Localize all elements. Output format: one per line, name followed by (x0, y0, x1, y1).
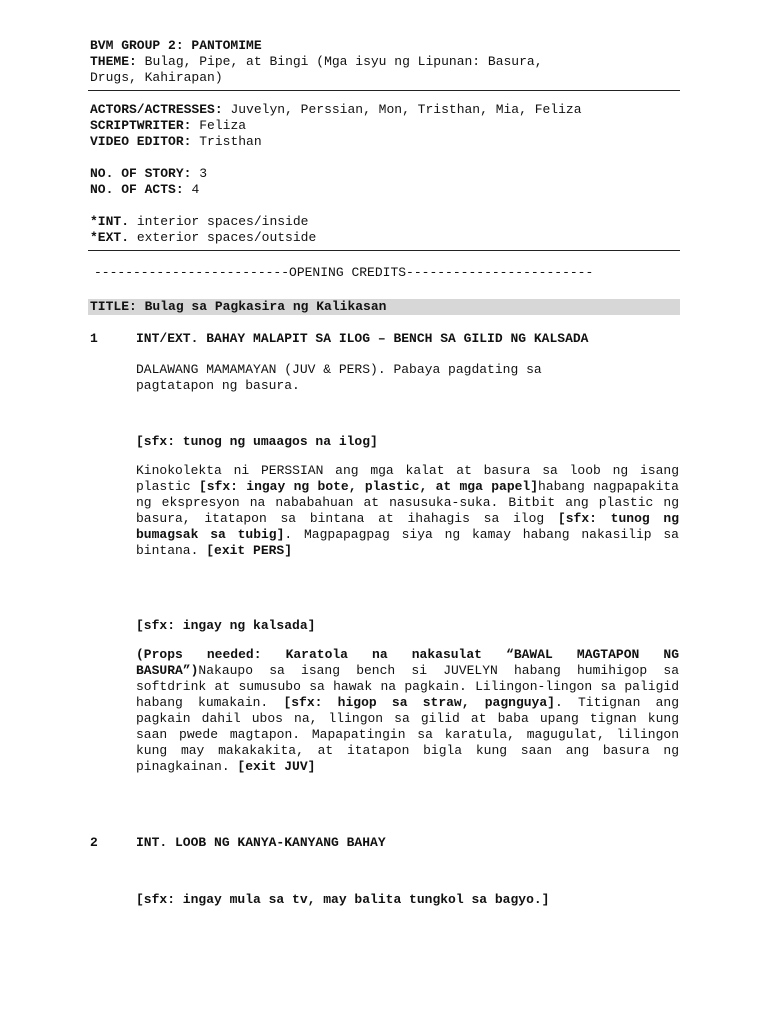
action-text: habang nagpapakita ng ekspresyon na nababahuan at nasusuka-suka. Bitbit ang plastic ng basura, itatapon sa bintana at ihahagis sa ilog (136, 479, 679, 526)
scriptwriter-line: SCRIPTWRITER: Feliza (90, 118, 247, 133)
editor-value: Tristhan (199, 134, 262, 149)
divider (88, 90, 680, 91)
actors-value: Juvelyn, Perssian, Mon, Tristhan, Mia, Feliza (230, 102, 582, 117)
divider (88, 250, 680, 251)
scriptwriter-label: SCRIPTWRITER (90, 118, 184, 133)
legend-ext (90, 230, 680, 246)
acts-label: NO. OF ACTS (90, 182, 176, 197)
int-label: *INT. (90, 214, 130, 229)
scene-number: 2 (90, 835, 98, 850)
sfx-inline: [sfx: higop sa straw, pagnguya] (283, 695, 555, 710)
action-text: . Titignan ang pagkain dahil ubos na, llingon sa gilid at baba upang tignan kung saan pwede magtapon. Mapapatingin sa karatula, magugulat, lilingon kung may makakakita, at itatapon bigla kung saan ang basura ng pinagkainan. (136, 695, 679, 774)
theme-label: THEME (90, 54, 130, 69)
legend-int (90, 214, 680, 230)
sfx-inline: [sfx: ingay ng bote, plastic, at mga papel] (198, 479, 539, 494)
story-label: NO. OF STORY (90, 166, 184, 181)
editor-label: VIDEO EDITOR (90, 134, 184, 149)
theme-line: THEME: Bulag, Pipe, at Bingi (Mga isyu ng Lipunan: Basura, Drugs, Kahirapan) (90, 54, 543, 85)
action-text: Nakaupo sa isang bench si JUVELYN habang humihigop sa softdrink at sumusubo sa hawak na pagkain. Lilingon-lingon sa paligid habang kumakain. (136, 663, 679, 710)
scene-number: 1 (90, 331, 98, 346)
action-text: . Magpapagpag siya ng kamay habang nakasilip sa bintana. (136, 527, 679, 558)
scene-intro: DALAWANG MAMAMAYAN (JUV & PERS). Pabaya pagdating sa pagtatapon ng basura. (136, 362, 542, 393)
acts-value: 4 (191, 182, 200, 197)
action-text: Kinokolekta ni PERSSIAN ang mga kalat at basura sa loob ng isang plastic (136, 463, 679, 494)
title-bar: TITLE: Bulag sa Pagkasira ng Kalikasan (88, 299, 680, 315)
theme-value-2: Drugs, Kahirapan) (90, 70, 223, 85)
props-note: (Props needed: Karatola na nakasulat “BAWAL MAGTAPON NG BASURA”) (136, 647, 679, 678)
sfx-river: [sfx: tunog ng umaagos na ilog] (136, 434, 378, 449)
opening-credits-line: -------------------------OPENING CREDITS------------------------ (94, 265, 594, 280)
ext-label: *EXT. (90, 230, 130, 245)
ext-desc: exterior spaces/outside (136, 230, 317, 245)
story-count-line: NO. OF STORY: 3 (90, 166, 208, 181)
scene-heading: INT/EXT. BAHAY MALAPIT SA ILOG – BENCH SA GILID NG KALSADA (136, 331, 589, 346)
action-paragraph-1 (136, 463, 679, 559)
action-paragraph-2 (136, 647, 679, 775)
int-desc: interior spaces/inside (136, 214, 309, 229)
story-value: 3 (199, 166, 208, 181)
sfx-tv: [sfx: ingay mula sa tv, may balita tungkol sa bagyo.] (136, 892, 550, 907)
theme-value: Bulag, Pipe, at Bingi (Mga isyu ng Lipunan: Basura, (144, 54, 543, 69)
sfx-inline: [sfx: tunog ng bumagsak sa tubig] (136, 511, 680, 542)
group-title: BVM GROUP 2: PANTOMIME (90, 38, 262, 53)
acts-count-line: NO. OF ACTS: 4 (90, 182, 200, 197)
scriptwriter-value: Feliza (199, 118, 247, 133)
exit-cue: [exit JUV] (237, 759, 316, 774)
sfx-street: [sfx: ingay ng kalsada] (136, 618, 316, 633)
exit-cue: [exit PERS] (206, 543, 293, 558)
scene-heading: INT. LOOB NG KANYA-KANYANG BAHAY (136, 835, 386, 850)
actors-label: ACTORS/ACTRESSES (90, 102, 215, 117)
actors-line: ACTORS/ACTRESSES: Juvelyn, Perssian, Mon, Tristhan, Mia, Feliza (90, 102, 582, 117)
editor-line: VIDEO EDITOR: Tristhan (90, 134, 262, 149)
